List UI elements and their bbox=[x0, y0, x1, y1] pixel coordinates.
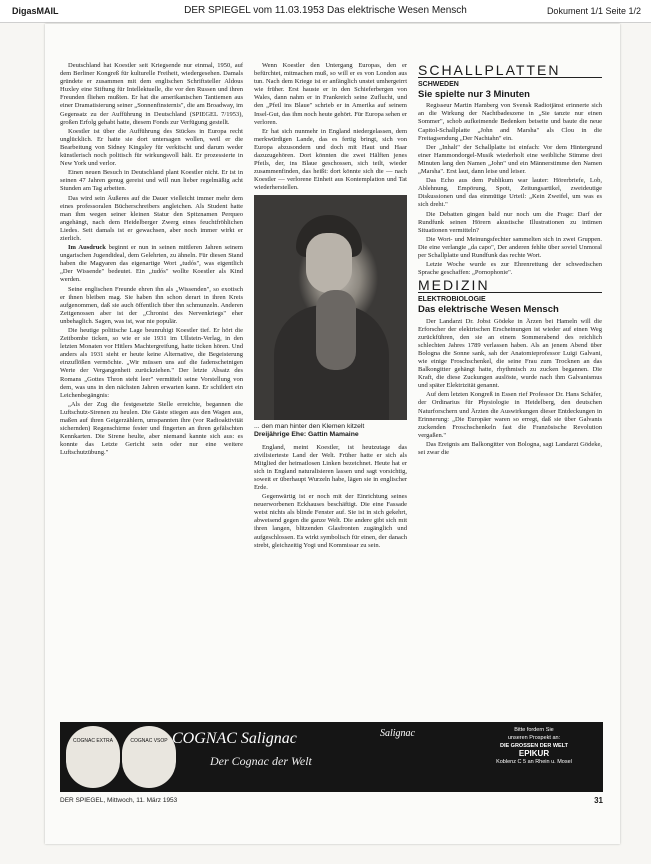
paragraph: Die Debatten gingen bald nur noch um die Frage: Darf der Rundfunk seinen Hörern akustische Illustrationen zu intimen Situationen vermitteln? bbox=[418, 210, 602, 234]
paragraph: „Als der Zug die festgesetzte Stelle erreichte, begannen die Luftschutz-Sirenen zu heulen. Die Gäste stiegen aus den Wagen aus, maßen auf ihren Geigerzählern, umspannten ihre (vor Radioaktivität sichernden) Regenschirme fester und fingerten an ihren gefälschten Kennkarten. Die Sirene heulte, aber niemand kannte sich aus: es konnte das Letzte Gericht sein oder nur eine weitere Luftschutzübung." bbox=[60, 400, 243, 457]
ad-offer-line: Bitte fordern Sie bbox=[514, 727, 554, 733]
paragraph: Seine englischen Freunde ehren ihn als „Wissenden", so exotisch er ihnen bleiben mag. Sie haben ihn schon derart in ihren Kreis aufgenommen, daß sie auch öffentlich über ihn schmunzeln. Anderen Zeitgenossen aber ist der „Chronist des Nervenkriegs" eher unbehaglich. Sagen, was ist, war nie populär. bbox=[60, 285, 243, 325]
paragraph: Auf dem letzten Kongreß in Essen rief Professor Dr. Hans Schäfer, der Ordinarius für Physiologie in Heidelberg, den deutschen Naturforschern und Ärzten die Auswirkungen dieser Entdeckungen in Erinnerung: „Die Europäer waren so erregt, daß sie über Galvanis zuckenden Froschschenkeln fast die Französische Revolution vergaßen." bbox=[418, 391, 602, 439]
paragraph: Wenn Koestler den Untergang Europas, den er befürchtet, mitmachen muß, so will er es von London aus tun. Nach dem Kriege ist er anfänglich unstet umhergeirrt wie früher. Erst hauste er in den Schieferbergen von Wales, dann nahm er in Frankreich seine Zuflucht, und den „Pfeil ins Blaue" schrieb er in Amerika auf seinem Insel-Gut, das ihm noch heute gehört. Für Europa sehen er verloren. bbox=[254, 62, 407, 126]
ad-brand: COGNAC Salignac bbox=[172, 730, 297, 747]
paragraph: Der „Inhalt" der Schallplatte ist einfach: Vor dem Hintergrund einer Hammondorgel-Musik wiederholt eine weibliche Stimme drei Minuten lang den Namen „John" und ein Männerstimme den Namen „Marsha". Erst laut, dann leise und leiser. bbox=[418, 143, 602, 176]
photo-cat bbox=[316, 290, 356, 370]
paragraph: Das wird sein Äußeres auf die Dauer vielleicht immer mehr dem eines professoralen Bücherschreibers angleichen. Als Student hatte man ihm wegen seiner kleinen Statur den Spitznamen Perqueo angehängt, nach dem Heidelberger Zwerg eines feuchtfröhlichen Liedes. Seit damals ist er gewachsen, aber noch immer wirkt er zierlich. bbox=[60, 194, 243, 242]
page-footer bbox=[60, 797, 603, 804]
ad-slogan: Der Cognac der Welt bbox=[210, 754, 312, 768]
paragraph-body: beginnt er nun in seinen mittleren Jahren seinem ungarischen Jugendideal, dem Gelehrten, zu ähneln. Für diesen Stand haben die Magyaren das eigenartige Wort „tudós", was eigentlich „Der Wissende" bedeutet. Ein „tudós" wollte Koestler als Kind werden. bbox=[60, 244, 243, 284]
paragraph: Die Wort- und Meinungsfechter sammelten sich in zwei Gruppen. Die eine verlangte „da capo", Der anderen fehlte über soviel Unmoral per Schallplatte und Rundfunk das rechte Wort. bbox=[418, 235, 602, 259]
ad-address: Koblenz C 5 an Rhein u. Mosel bbox=[496, 759, 572, 765]
article-headline: Sie spielte nur 3 Minuten bbox=[418, 89, 530, 101]
paragraph: Einen neuen Besuch in Deutschland plant Koestler nicht. Er ist in seinen 47 Jahren genug gereist und will nun lieber regelmäßig acht Stunden am Tag arbeiten. bbox=[60, 169, 243, 193]
paragraph-lead: Im Ausdruck bbox=[68, 244, 106, 252]
footer-issue: DER SPIEGEL, Mittwoch, 11. März 1953 bbox=[60, 797, 178, 804]
caption-lead: ... den man hinter den Klemen kitzelt bbox=[254, 422, 365, 430]
cognac-advertisement bbox=[60, 722, 603, 792]
paragraph bbox=[60, 244, 243, 284]
document-title: DER SPIEGEL vom 11.03.1953 Das elektrische Wesen Mensch bbox=[184, 5, 467, 16]
paragraph: Letzte Woche wurde es zur Ehrenrettung der schwedischen Sprache geschaffen: „Pornophonie". bbox=[418, 261, 602, 277]
bottle-label-text: COGNAC EXTRA bbox=[72, 738, 113, 744]
paragraph: Er hat sich nunmehr in England niedergelassen, dem merkwürdigen Lande, das es fertig bringt, sich von Europa abzusondern und doch mit Haut und Haar dazuzugehören. Dort könnten die zwei Hälften jenes Pfeils, der, ins Blaue geschossen, sich teilt, wieder zusammenfinden, das heißt: dort könnte sich die — nach Koestler — verlorene Einheit aus Kontemplation und Tat wiederherstellen. bbox=[254, 127, 407, 192]
page-indicator: Dokument 1/1 Seite 1/2 bbox=[546, 6, 641, 16]
app-name: DigasMAIL bbox=[12, 6, 59, 16]
portrait-photo bbox=[254, 195, 407, 420]
bottle-label-right bbox=[122, 726, 176, 788]
paragraph: England, meint Koestler, ist heutzutage das zivilisierteste Land der Welt. Früher hatte er sich als Mitglied der heimatlosen Linken bezeichnet. Heute hat er sich in England naturalisieren lassen und sagt vorsichtig, soweit er überhaupt Wurzeln habe, lägen sie in englischer Erde. bbox=[254, 443, 407, 491]
column-right bbox=[418, 62, 602, 458]
bottle-label-text: COGNAC VSOP bbox=[130, 738, 168, 744]
article-kicker: ELEKTROBIOLOGIE bbox=[418, 296, 486, 304]
ad-offer-title: DIE GROSSEN DER WELT bbox=[499, 743, 569, 749]
caption-text: Dreijährige Ehe: Gattin Mamaine bbox=[254, 431, 359, 438]
bottle-label-left bbox=[66, 726, 120, 788]
ad-offer-box bbox=[470, 726, 598, 788]
section-heading: MEDIZIN bbox=[418, 277, 490, 294]
ad-brand-small: Salignac bbox=[380, 728, 415, 739]
ad-offer-line: unseren Prospekt an: bbox=[507, 735, 561, 741]
paragraph: Der Landarzt Dr. Jobst Gödeke in Ärzen bei Hameln will die Erforscher der elektrischen Erscheinungen ist wieder auf einen Weg zurückführen, den sie an einem Sommerabend des reichlich schlechten Jahres 1789 verlassen haben. Als an jenem Abend über Bologna die Sonne sank, sah der Anatomieprofessor Luigi Galvani, wie einige Froschschenkel, die seine Frau zum Trocknen an das Balkongitter gehängt hatte, rhythmisch zu zucken begannen. Die Kraft, die diese Zuckungen auslöste, wurde nach ihm Galvanismus und später Elektrizität genannt. bbox=[418, 317, 602, 390]
paragraph: Das Ereignis am Balkongitter von Bologna, sagt Landarzt Gödeke, sei zwar die bbox=[418, 440, 602, 457]
section-heading: SCHALLPLATTEN bbox=[418, 62, 561, 78]
paragraph: Das Echo aus dem Publikum war lauter: Hörerbriefe, Lob, Ablehnung, Empörung, Spott, Zeitungsartikel, zweideutige Diskussionen und das einmütige Urteil: „Kein Zweifel, um was es sich dreht." bbox=[418, 177, 602, 209]
paragraph: Die heutige politische Lage beunruhigt Koestler tief. Er hört die Zeitbombe ticken, so wie er sie 1931 im Ullstein-Verlag, in den letzten Monaten vor Hitlers Machtergreifung, hatte ticken hören. Und anders als 1931 sieht er heute keine Alternative, die Begeisterung einzuflößen vermöchte. „Wir müssen uns auf die fadenscheinigen Werte der Vergangenheit zurückziehen." Der letzte Absatz des Romans „Gottes Thron steht leer" vermittelt seine Vorstellung von dem, was uns in den nächsten Jahren erwarten kann. Er schildert ein Leichenbegängnis: bbox=[60, 327, 243, 399]
column-middle bbox=[254, 62, 407, 551]
paragraph: Gegenwärtig ist er noch mit der Einrichtung seines neuerworbenen Eckhauses beschäftigt. Die eine Fassade weist nichts als blinde Fenster auf. Sie ist in sich gekehrt, abweisend gegen die ganze Welt. Die andere gibt sich mit ihren langen, blitzenden Glasfronten zugänglich und aufgeschlossen. Es wirkt symbolisch für einen, der danach strebt, gleichzeitig Yogi und Kommissar zu sein. bbox=[254, 493, 407, 549]
page-number: 31 bbox=[594, 796, 603, 805]
paragraph: Koestler ist über die Aufführung des Stückes in Europa recht unglücklich. Er hatte sie dort untersagen wollen, weil er die Bearbeitung von Sidney Kingsley für verkitscht und darum weder künstlerisch noch politisch für wirkungsvoll hält. Er prozessierte in New York und verlor. bbox=[60, 127, 243, 168]
paragraph: Deutschland hat Koestler seit Kriegsende nur einmal, 1950, auf dem Berliner Kongreß für kulturelle Freiheit, wiedergesehen. Damals gründete er zusammen mit dem englischen Schriftsteller Aldous Huxley eine Stiftung für Intellektuelle, die vor den Russen und ihren Freunden fliehen mußten. Er hat die amerikanischen Tantiemen aus einer Dramatisierung seiner „Sonnenfinsternis", die am Broadway, im Gegensatz zu der Aufführung in Deutschland (SPIEGEL 7/1953), großen Erfolg gehabt hatte, diesem Fonds zur Verfügung gestellt. bbox=[60, 62, 243, 126]
photo-caption bbox=[254, 423, 407, 440]
article-headline: Das elektrische Wesen Mensch bbox=[418, 304, 559, 316]
document-viewer-topbar bbox=[0, 0, 651, 23]
ad-company: EPIKUR bbox=[518, 749, 550, 758]
article-kicker: SCHWEDEN bbox=[418, 81, 459, 89]
photo-figure-face bbox=[306, 233, 352, 293]
paragraph: Regisseur Martin Hamberg von Svensk Radiotjänst erinnerte sich an die Wirkung der Nachtbadeszene in „Sie tanzte nur einen Sommer", schob aufkeimende Bedenken beiseite und baute die neue Capitol-Schallplatte „John and Marsha" als Clou in die Freitagsendung „Der Nachtahn" ein. bbox=[418, 102, 602, 142]
column-left bbox=[60, 62, 243, 459]
